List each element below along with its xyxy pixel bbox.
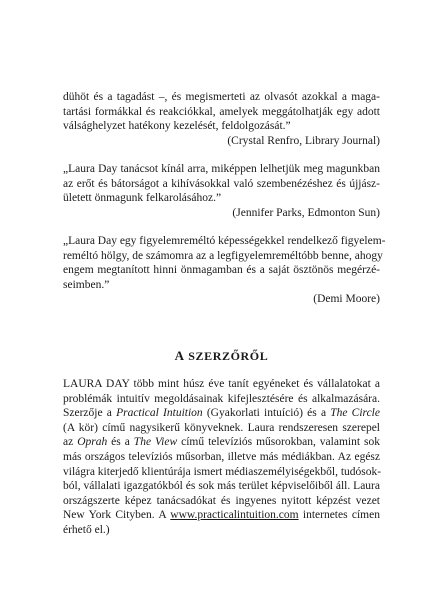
bio-line: ból, vállalati igazgatókból és sok más terület képviselőiből áll. Laura [63, 480, 380, 493]
bio-line: más országos televíziós műsorban, illetve más médiákban. Az egész [63, 450, 380, 463]
bio-text: az [63, 436, 78, 449]
bio-line: LAURA DAY több mint húsz éve tanít egyéneket és vállalatokat a [63, 378, 380, 390]
quote-line: reméltó hölgy, de számomra az a legfigyelemreméltóbb benne, ahogy [63, 249, 383, 262]
show-title-the-view: The View [133, 436, 178, 449]
website-link[interactable]: www.practicalintuition.com [170, 509, 299, 522]
quote-line: „Laura Day tanácsot kínál arra, miképpen lelhetjük meg magunkban [63, 163, 380, 175]
author-bio [63, 377, 380, 538]
quote-line: dühöt és a tagadást –, és megismerteti az olvasót azokkal a maga- [63, 91, 380, 103]
bio-line [63, 435, 380, 450]
bio-text: (Gyakorlati intuíció) és a [202, 407, 331, 420]
bio-text: New York Cityben. A [63, 509, 171, 522]
bio-line: problémák intuitív megoldásainak kifejlesztésére és alkalmazására. [63, 392, 380, 405]
bio-text: című televíziós műsorokban, valamint sok [177, 436, 380, 449]
quote-line: tartási formákkal és reakciókkal, amelyek meggátolhatják egy adott [63, 105, 380, 118]
show-title-oprah: Oprah [77, 436, 108, 449]
bio-line [63, 406, 380, 421]
bio-text: internetes címen [298, 509, 380, 522]
bio-line: világra kiterjedő klientúrája ismert médiaszemélyiségekből, tudósok- [63, 465, 382, 478]
quote-line: ületett önmagunk felkarolásához.” [63, 192, 222, 205]
quote-attribution: (Jennifer Parks, Edmonton Sun) [232, 206, 380, 219]
quote-line: seimben.” [63, 278, 110, 291]
bio-text: és a [107, 436, 134, 449]
quote-demi-moore [63, 234, 386, 307]
quote-line: „Laura Day egy figyelemreméltó képességekkel rendelkező figyelem- [63, 235, 386, 247]
bio-line [63, 508, 380, 523]
bio-line: (A kör) című nagysikerű könyveknek. Laura rendszeresen szerepel [63, 421, 380, 434]
book-title-the-circle: The Circle [330, 407, 380, 420]
heading-rest: SZERZŐRŐL [188, 349, 269, 363]
quote-jennifer-parks [63, 162, 380, 220]
quote-line: az erőt és bátorságot a kihívásokkal való szembenézéshez és újjász- [63, 177, 380, 190]
quote-attribution: (Demi Moore) [313, 293, 380, 306]
heading-first-word: A [174, 348, 185, 363]
bio-line: országszerte képez tanácsadókat és ingyenes nyitott képzést vezet [63, 494, 380, 507]
quote-line: válsághelyzet hatékony kezelését, feldolgozását.” [63, 120, 291, 133]
book-title-practical-intuition: Practical Intuition [116, 407, 203, 420]
bio-text: Szerzője a [63, 407, 117, 420]
quote-line: engem megtanított hinni önmagamban és a saját ösztönös megérzé- [63, 264, 380, 277]
bio-line: érhető el.) [63, 523, 110, 536]
section-heading-about-author [63, 348, 380, 364]
quote-attribution: (Crystal Renfro, Library Journal) [227, 134, 380, 147]
book-page [63, 0, 386, 600]
quote-crystal-renfro [63, 90, 380, 148]
